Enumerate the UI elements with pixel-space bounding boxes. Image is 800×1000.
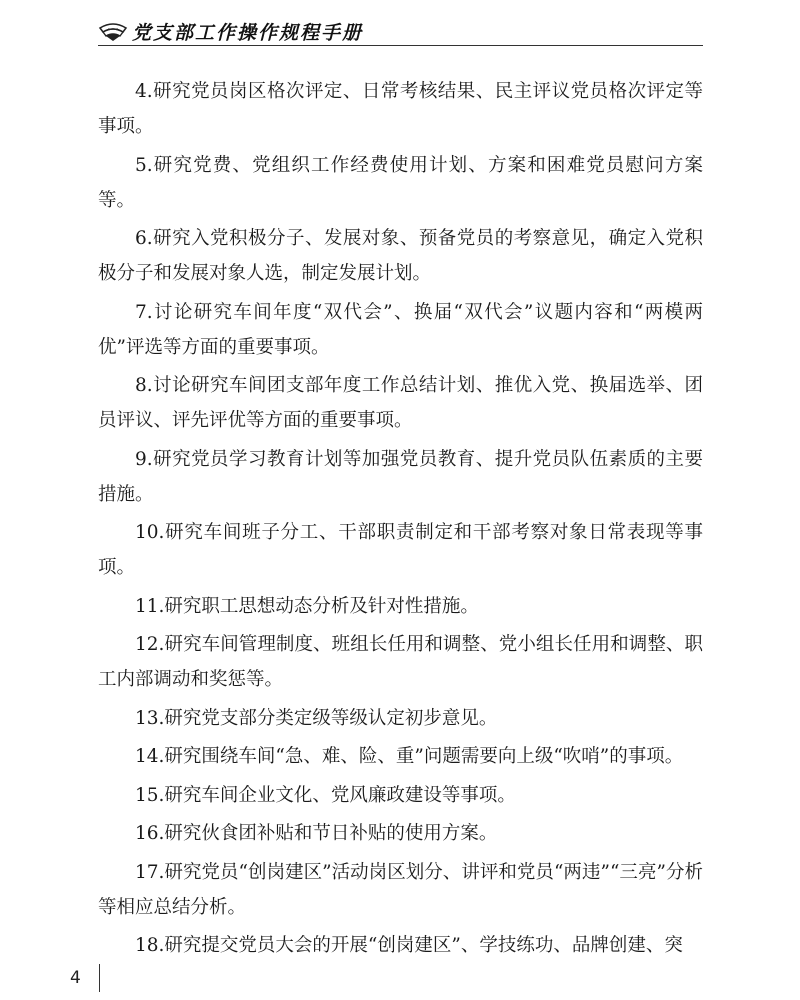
party-emblem-icon <box>98 20 128 42</box>
page-header <box>98 14 703 48</box>
paragraph-item-4: 4.研究党员岗区格次评定、日常考核结果、民主评议党员格次评定等事项。 <box>98 81 703 137</box>
paragraph-item-15: 15.研究车间企业文化、党风廉政建设等事项。 <box>135 784 516 806</box>
paragraph-item-16: 16.研究伙食团补贴和节日补贴的使用方案。 <box>135 823 498 844</box>
paragraph-item-9: 9.研究党员学习教育计划等加强党员教育、提升党员队伍素质的主要措施。 <box>98 448 703 505</box>
paragraph-item-7: 7.讨论研究车间年度“双代会”、换届“双代会”议题内容和“两模两优”评选等方面的重要事项。 <box>98 301 703 358</box>
document-body <box>98 74 703 967</box>
paragraph-item-13: 13.研究党支部分类定级等级认定初步意见。 <box>135 707 498 729</box>
paragraph-item-8: 8.讨论研究车间团支部年度工作总结计划、推优入党、换届选举、团员评议、评先评优等方面的重要事项。 <box>98 375 703 431</box>
footer-divider <box>99 964 100 992</box>
header-divider <box>98 45 703 46</box>
header-title: 党支部工作操作规程手册 <box>132 21 364 44</box>
page-footer <box>70 962 100 994</box>
paragraph-item-10: 10.研究车间班子分工、干部职责制定和干部考察对象日常表现等事项。 <box>98 522 703 578</box>
paragraph-item-11: 11.研究职工思想动态分析及针对性措施。 <box>135 595 479 617</box>
paragraph-item-6: 6.研究入党积极分子、发展对象、预备党员的考察意见，确定入党积极分子和发展对象人选，制定发展计划。 <box>98 228 703 284</box>
paragraph-item-18: 18.研究提交党员大会的开展“创岗建区”、学技练功、品牌创建、突 <box>135 935 683 956</box>
paragraph-item-5: 5.研究党费、党组织工作经费使用计划、方案和困难党员慰问方案等。 <box>98 154 703 211</box>
page-number: 4 <box>70 968 81 988</box>
paragraph-item-17: 17.研究党员“创岗建区”活动岗区划分、讲评和党员“两违”“三亮”分析等相应总结分析。 <box>98 861 703 918</box>
paragraph-item-14: 14.研究围绕车间“急、难、险、重”问题需要向上级“吹哨”的事项。 <box>135 746 684 767</box>
paragraph-item-12: 12.研究车间管理制度、班组长任用和调整、党小组长任用和调整、职工内部调动和奖惩等。 <box>98 634 703 690</box>
